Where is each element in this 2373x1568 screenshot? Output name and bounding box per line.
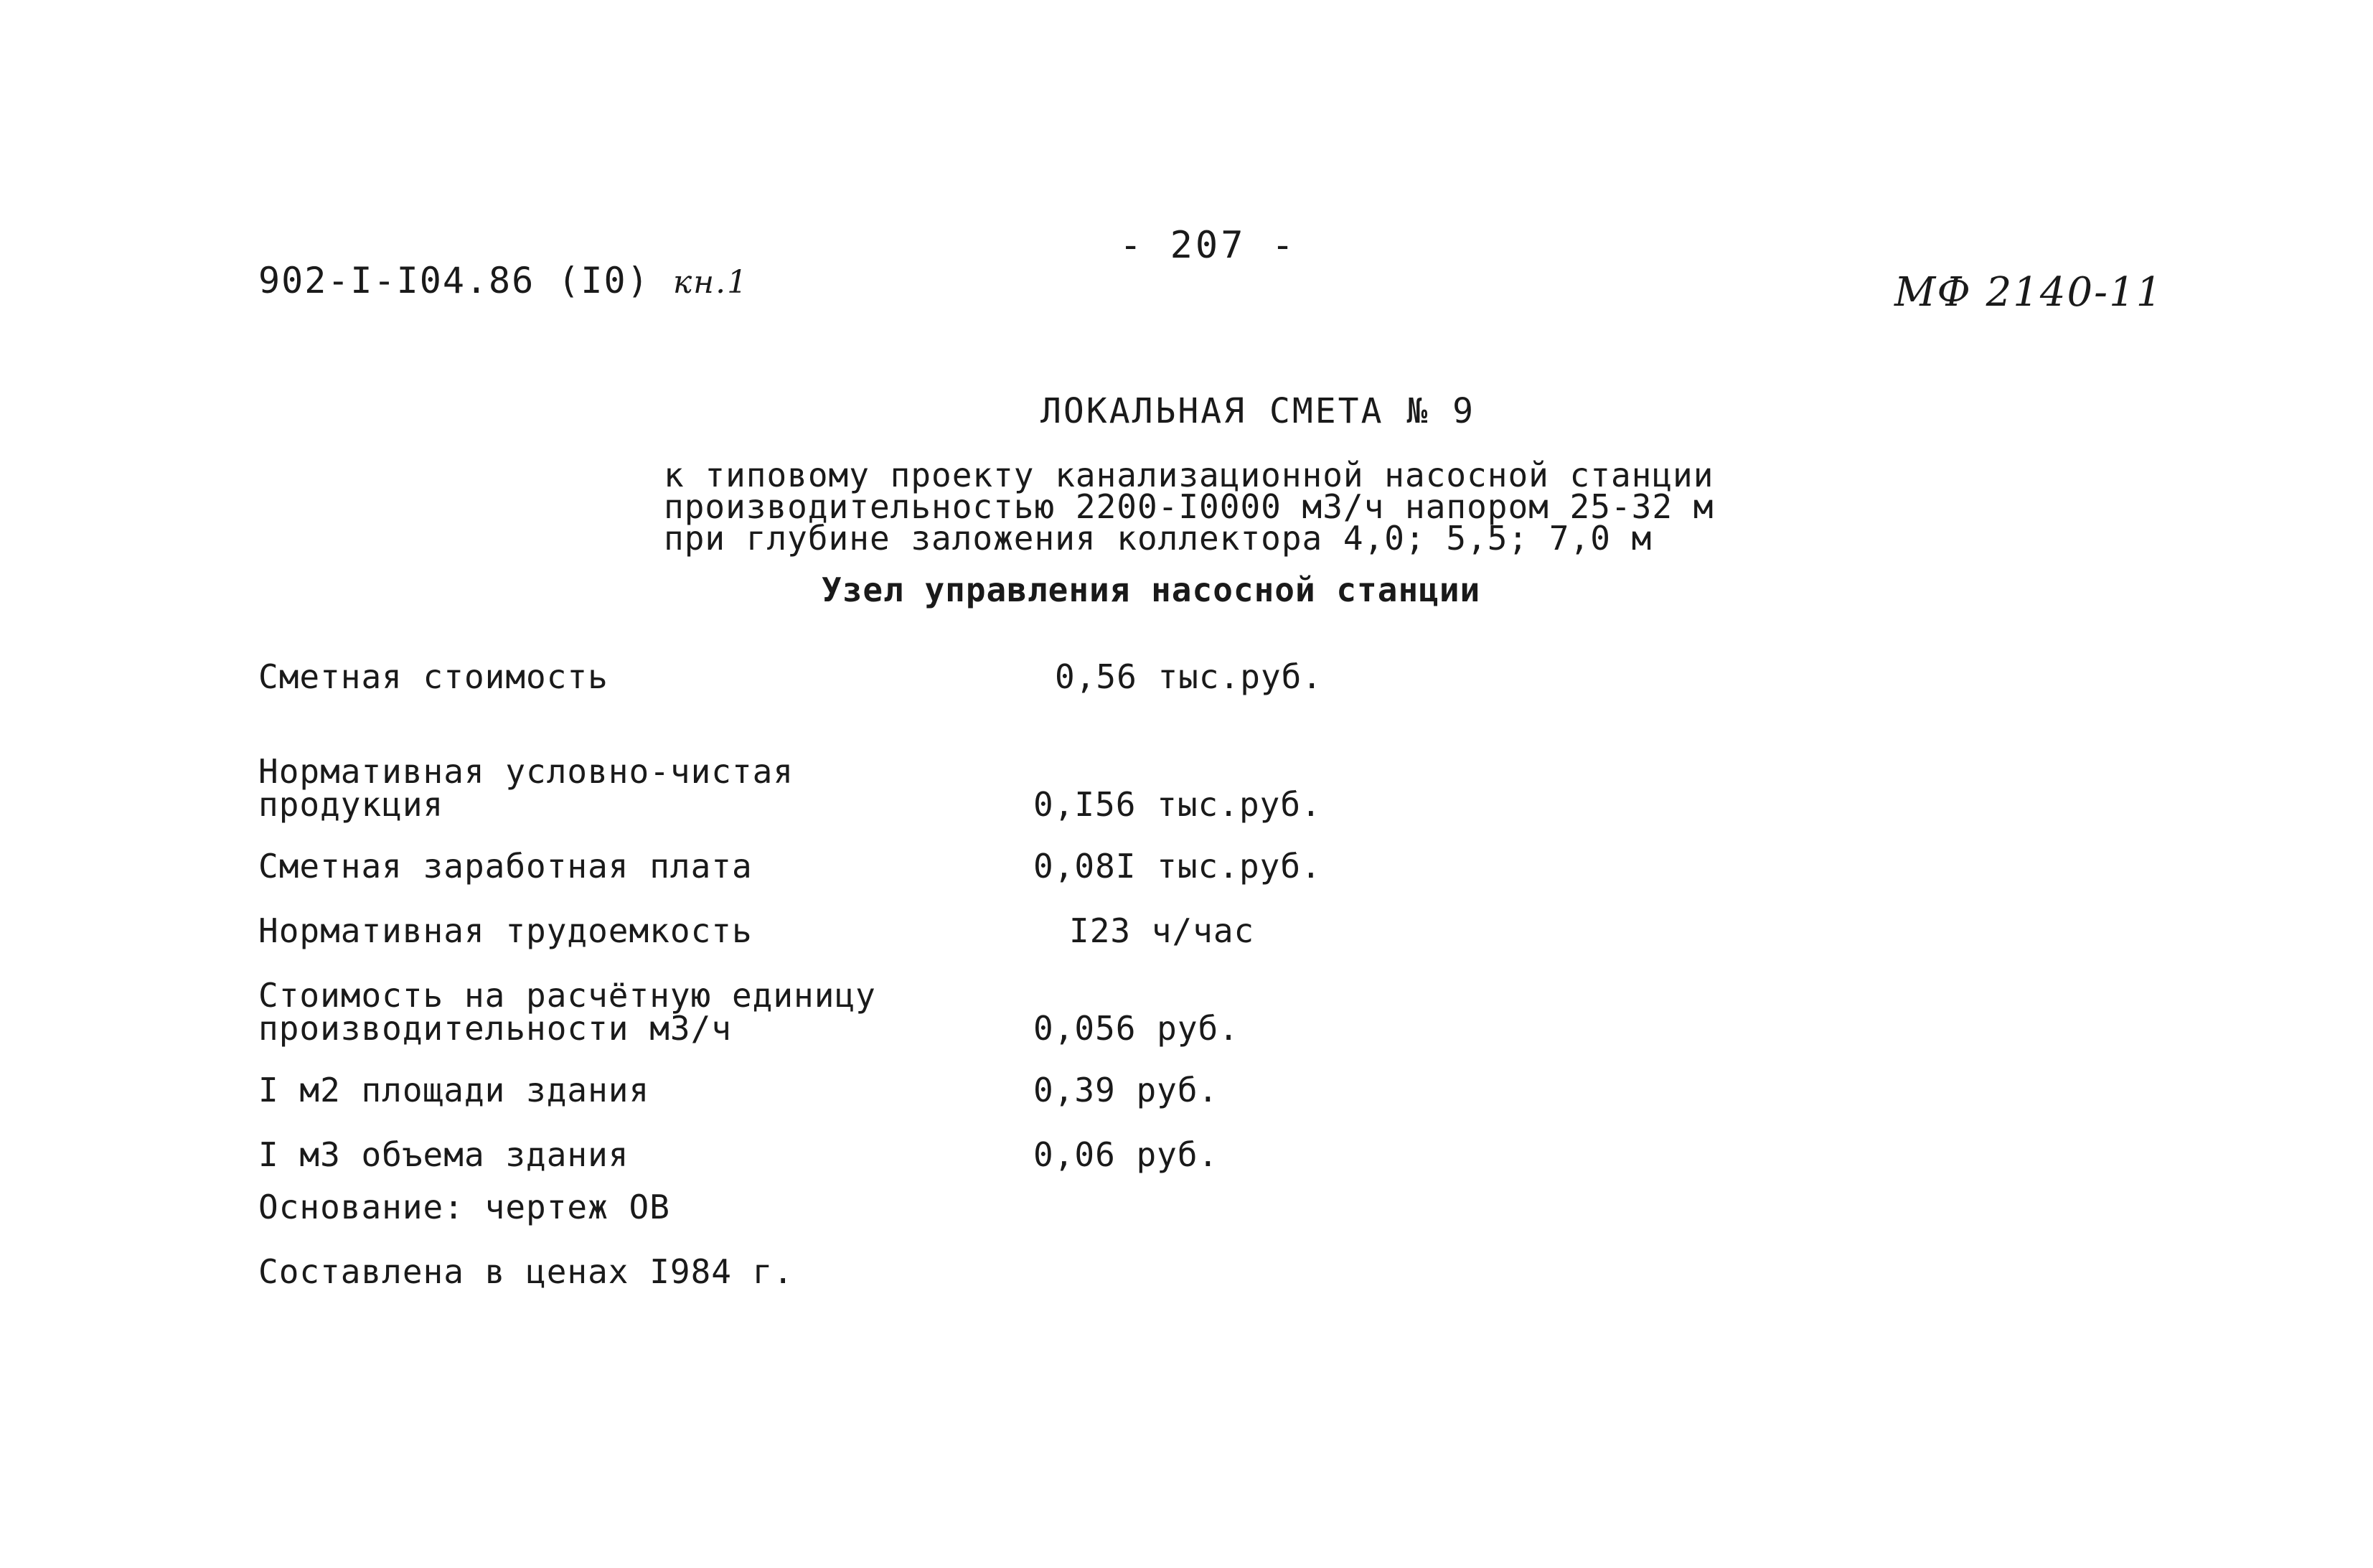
metric-value: 0,06 руб.	[1033, 1135, 1219, 1174]
subtitle-line: производительностью 2200-I0000 м3/ч напором 25-32 м	[664, 487, 1714, 526]
metric-label: I м3 объема здания	[258, 1135, 629, 1174]
metric-row-estimated-cost	[258, 657, 1478, 696]
metric-label: I м2 площади здания	[258, 1071, 650, 1109]
metric-row-wages	[258, 847, 1478, 886]
subtitle-line: при глубине заложения коллектора 4,0; 5,5; 7,0 м	[664, 519, 1653, 558]
metric-label: Сметная стоимость	[258, 657, 608, 696]
metric-row-labor-intensity	[258, 911, 1478, 950]
metric-label: Стоимость на расчётную единицу производительности м3/ч	[258, 976, 876, 1048]
metric-value: 0,056 руб.	[1033, 1009, 1239, 1048]
metric-label: Сметная заработная плата	[258, 847, 753, 886]
metric-value: 0,56 тыс.руб.	[1055, 657, 1323, 696]
estimate-title: ЛОКАЛЬНАЯ СМЕТА № 9	[1040, 391, 1476, 431]
metric-value: 0,39 руб.	[1033, 1071, 1219, 1109]
metric-value: 0,I56 тыс.руб.	[1033, 785, 1322, 824]
metrics-list	[258, 657, 1478, 1203]
basis-note: Основание: чертеж ОВ	[258, 1188, 670, 1226]
estimate-subtitle	[664, 456, 1714, 558]
section-title: Узел управления насосной станции	[822, 571, 1481, 609]
metric-row-volume-cost	[258, 1135, 1478, 1174]
subtitle-line: к типовому проекту канализационной насосной станции	[664, 456, 1714, 494]
document-code-text: 902-I-I04.86 (I0)	[258, 260, 650, 301]
archive-code: МФ 2140-11	[1894, 269, 2163, 316]
document-code	[258, 260, 748, 301]
metric-value: I23 ч/час	[1069, 911, 1255, 950]
prices-note: Составлена в ценах I984 г.	[258, 1252, 794, 1291]
page-number: - 207 -	[1119, 224, 1297, 267]
document-code-suffix: кн.1	[672, 264, 749, 301]
metric-value: 0,08I тыс.руб.	[1033, 847, 1322, 886]
metric-label: Нормативная трудоемкость	[258, 911, 753, 950]
metric-label: Нормативная условно-чистая продукция	[258, 752, 794, 824]
metric-row-unit-cost	[258, 976, 1478, 1048]
metric-row-net-production	[258, 752, 1478, 824]
metric-row-floor-area-cost	[258, 1071, 1478, 1109]
